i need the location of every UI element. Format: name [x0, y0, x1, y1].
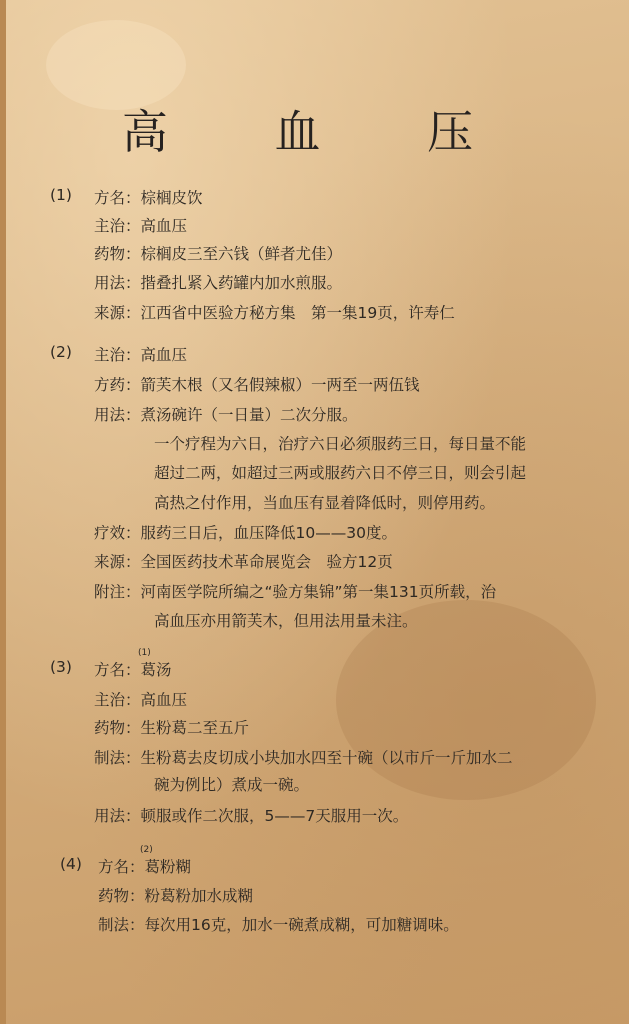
- entry-number: (1): [50, 186, 72, 204]
- entry-line: 药物：棕榈皮三至六钱（鲜者尤佳）: [94, 245, 343, 263]
- page-title: 高 血 压: [121, 105, 520, 159]
- entry-number: (4): [60, 855, 82, 873]
- entry-number: (3): [50, 658, 72, 676]
- entry-line: 用法：煮汤碗许（一日量）二次分服。: [94, 406, 358, 424]
- entry-line: 来源：江西省中医验方秘方集 第一集19页，许寿仁: [94, 304, 455, 322]
- entry-line: 用法：顿服或作二次服，5——7天服用一次。: [94, 807, 409, 825]
- entry-line: 来源：全国医药技术革命展览会 验方12页: [94, 553, 393, 571]
- entry-line: 制法：生粉葛去皮切成小块加水四至十碗（以市斤一斤加水二: [94, 749, 513, 767]
- footnote-marker: (1): [138, 648, 151, 658]
- entry-line: 主治：高血压: [94, 217, 188, 235]
- entry-line: 制法：每次用16克，加水一碗煮成糊，可加糖调味。: [98, 916, 459, 934]
- entry-line: 用法：揩叠扎紧入药罐内加水煎服。: [94, 274, 343, 292]
- entry-line: 高血压亦用箭芙木，但用法用量未注。: [154, 612, 418, 630]
- entry-line: 方名：棕榈皮饮: [94, 189, 203, 207]
- entry-line: 方名：葛粉糊: [98, 858, 192, 876]
- footnote-marker: (2): [140, 845, 153, 855]
- entry-line: 药物：生粉葛二至五斤: [94, 719, 250, 737]
- entry-line: 附注：河南医学院所编之“验方集锦”第一集131页所载，治: [94, 583, 497, 601]
- entry-number: (2): [50, 343, 72, 361]
- entry-line: 碗为例比）煮成一碗。: [154, 776, 310, 794]
- entry-line: 超过二两，如超过三两或服药六日不停三日，则会引起: [154, 464, 527, 482]
- entry-line: 主治：高血压: [94, 691, 188, 709]
- entry-line: 方名：葛汤: [94, 661, 172, 679]
- entry-line: 药物：粉葛粉加水成糊: [98, 887, 254, 905]
- entry-line: 高热之付作用，当血压有显着降低时，则停用药。: [154, 494, 496, 512]
- entry-line: 主治：高血压: [94, 346, 188, 364]
- entry-line: 一个疗程为六日，治疗六日必须服药三日，每日量不能: [154, 435, 527, 453]
- entry-line: 疗效：服药三日后，血压降低10——30度。: [94, 524, 397, 542]
- entry-line: 方药：箭芙木根（又名假辣椒）一两至一两伍钱: [94, 376, 420, 394]
